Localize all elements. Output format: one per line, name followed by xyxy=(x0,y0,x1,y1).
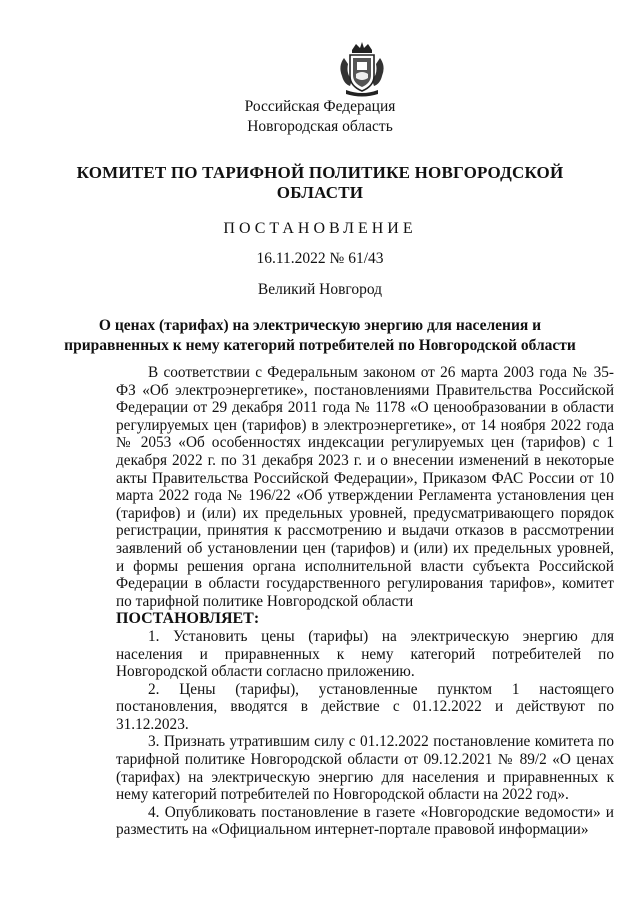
date-and-number: 16.11.2022 № 61/43 xyxy=(256,250,384,267)
document-body xyxy=(116,364,614,839)
document-type: ПОСТАНОВЛЕНИЕ xyxy=(223,220,417,237)
committee-name-line-1: КОМИТЕТ ПО ТАРИФНОЙ ПОЛИТИКЕ НОВГОРОДСКОЙ xyxy=(76,163,564,182)
item-paragraph-1: 1. Установить цены (тарифы) на электрическую энергию для населения и приравненных к нему категорий потребителей по Новгородской области согласно приложению. xyxy=(116,627,614,681)
preamble-paragraph: В соответствии с Федеральным законом от 26 марта 2003 года № 35-ФЗ «Об электроэнергетике», постановлениями Правительства Российской Федерации от 29 декабря 2011 года № 1178 «О ценообразовании в области регулируемых цен (тарифов) в электроэнергетике», от 14 ноября 2022 года № 2053 «Об особенностях индексации регулируемых цен (тарифов) с 1 декабря 2022 г. по 31 декабря 2023 г. и о внесении изменений в некоторые акты Правительства Российской Федерации», Приказом ФАС России от 10 марта 2022 года № 196/22 «Об утверждении Регламента установления цен (тарифов) и (или) их предельных уровней, предусматривающего порядок регистрации, принятия к рассмотрению и выдачи отказов в рассмотрении заявлений об установлении цен (тарифов) и (или) их предельных уровней, и формы решения органа исполнительной власти субъекта Российской Федерации в области государственного регулирования тарифов», комитет по тарифной политике Новгородской области xyxy=(116,364,614,610)
document-title-line-1: О ценах (тарифах) на электрическую энергию для населения и xyxy=(98,317,542,334)
item-paragraph-4: 4. Опубликовать постановление в газете «Новгородские ведомости» и разместить на «Официальном интернет-портале правовой информации» xyxy=(116,803,614,839)
country-name: Российская Федерация xyxy=(244,98,396,115)
committee-name-line-2: ОБЛАСТИ xyxy=(276,183,364,202)
item-paragraph-2: 2. Цены (тарифы), установленные пунктом 1 настоящего постановления, вводятся в действие с 01.12.2022 и действуют по 31.12.2023. xyxy=(116,680,614,733)
document-title-line-2: приравненных к нему категорий потребителей по Новгородской области xyxy=(64,337,576,354)
resolves-heading: ПОСТАНОВЛЯЕТ: xyxy=(116,610,260,628)
coat-of-arms-icon xyxy=(334,40,390,98)
item-paragraph-3: 3. Признать утратившим силу с 01.12.2022 постановление комитета по тарифной политике Новгородской области от 09.12.2021 № 89/2 «О ценах (тарифах) на электрическую энергию для населения и приравненных к нему категорий потребителей по Новгородской области на 2022 год». xyxy=(116,733,614,804)
region-name: Новгородская область xyxy=(247,118,393,135)
city-name: Великий Новгород xyxy=(257,281,383,298)
